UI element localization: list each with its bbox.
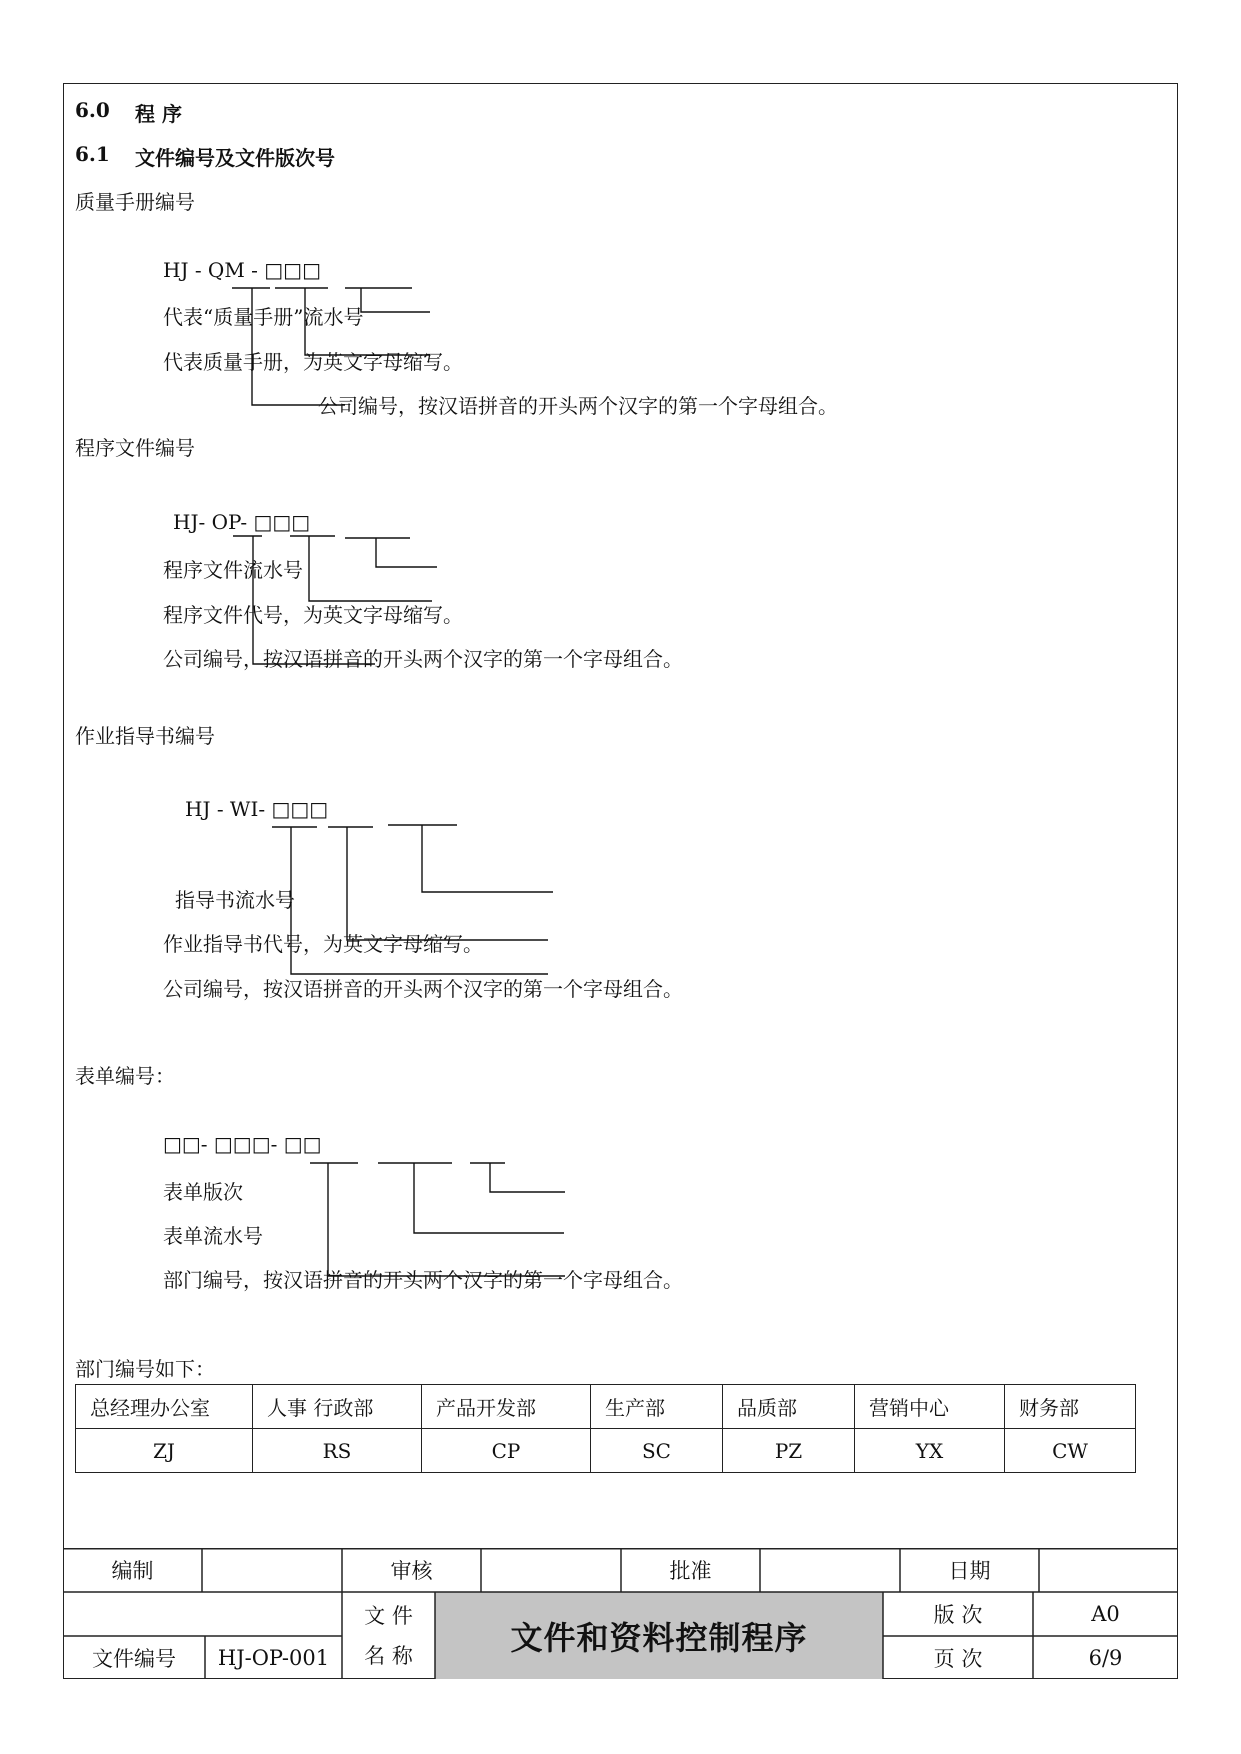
page-label: 页 次 [933,1646,983,1671]
dept-name: 总经理办公室 [76,1385,253,1429]
review-value [481,1548,621,1592]
department-names-row [76,1385,1136,1429]
dept-code: ZJ [76,1429,253,1473]
page-value: 6/9 [1088,1645,1123,1670]
wi-line-type: 作业指导书代号，为英文字母缩写。 [163,932,483,956]
qm-line-company: 公司编号，按汉语拼音的开头两个汉字的第一个字母组合。 [318,394,838,418]
section-6-1-number: 6.1 [75,142,110,166]
date-value [1039,1548,1178,1592]
approve-value [760,1548,900,1592]
qm-line-type: 代表质量手册，为英文字母缩写。 [163,350,463,374]
qm-heading: 质量手册编号 [75,190,195,214]
doc-title: 文件和资料控制程序 [510,1618,808,1657]
dept-code: CW [1005,1429,1136,1473]
dept-name: 产品开发部 [422,1385,591,1429]
wi-code: HJ - WI- □□□ [185,797,329,821]
doc-number-value: HJ-OP-001 [217,1645,330,1670]
compile-value [202,1548,342,1592]
form-line-serial: 表单流水号 [163,1224,263,1248]
section-6-1-title: 文件编号及文件版次号 [135,146,335,170]
op-code: HJ- OP- □□□ [173,510,311,534]
section-6-0-number: 6.0 [75,98,110,122]
op-line-type: 程序文件代号，为英文字母缩写。 [163,603,463,627]
dept-name: 生产部 [591,1385,723,1429]
wi-heading: 作业指导书编号 [75,724,215,748]
op-heading: 程序文件编号 [75,436,195,460]
doc-name-label-line2: 名 称 [364,1644,413,1668]
review-label: 审核 [390,1559,433,1583]
version-label: 版 次 [933,1603,983,1627]
dept-name: 人事 行政部 [253,1385,422,1429]
qm-line-serial: 代表“质量手册”流水号 [163,305,364,329]
dept-code: RS [253,1429,422,1473]
dept-code: CP [422,1429,591,1473]
section-6-0-title: 程 序 [135,102,182,126]
dept-name: 营销中心 [855,1385,1005,1429]
dept-name: 财务部 [1005,1385,1136,1429]
dept-name: 品质部 [723,1385,855,1429]
document-footer [63,1548,1178,1679]
qm-code: HJ - QM - □□□ [163,258,321,282]
dept-code: PZ [723,1429,855,1473]
compile-label: 编制 [111,1559,154,1583]
dept-code: SC [591,1429,723,1473]
form-line-version: 表单版次 [163,1180,243,1204]
dept-code: YX [855,1429,1005,1473]
department-codes-row [76,1429,1136,1473]
doc-name-label-line1: 文 件 [364,1604,413,1628]
date-label: 日期 [948,1559,991,1583]
form-line-department: 部门编号，按汉语拼音的开头两个汉字的第一个字母组合。 [163,1268,683,1292]
form-code: □□- □□□- □□ [163,1132,322,1156]
version-value: A0 [1091,1602,1120,1626]
form-heading: 表单编号： [75,1064,175,1088]
approve-label: 批准 [669,1559,712,1583]
op-line-company: 公司编号，按汉语拼音的开头两个汉字的第一个字母组合。 [163,647,683,671]
wi-line-serial: 指导书流水号 [175,888,295,912]
wi-line-company: 公司编号，按汉语拼音的开头两个汉字的第一个字母组合。 [163,977,683,1001]
departments-heading: 部门编号如下： [75,1357,215,1381]
op-line-serial: 程序文件流水号 [163,558,303,582]
doc-number-label: 文件编号 [92,1646,176,1671]
department-table [75,1384,1136,1473]
